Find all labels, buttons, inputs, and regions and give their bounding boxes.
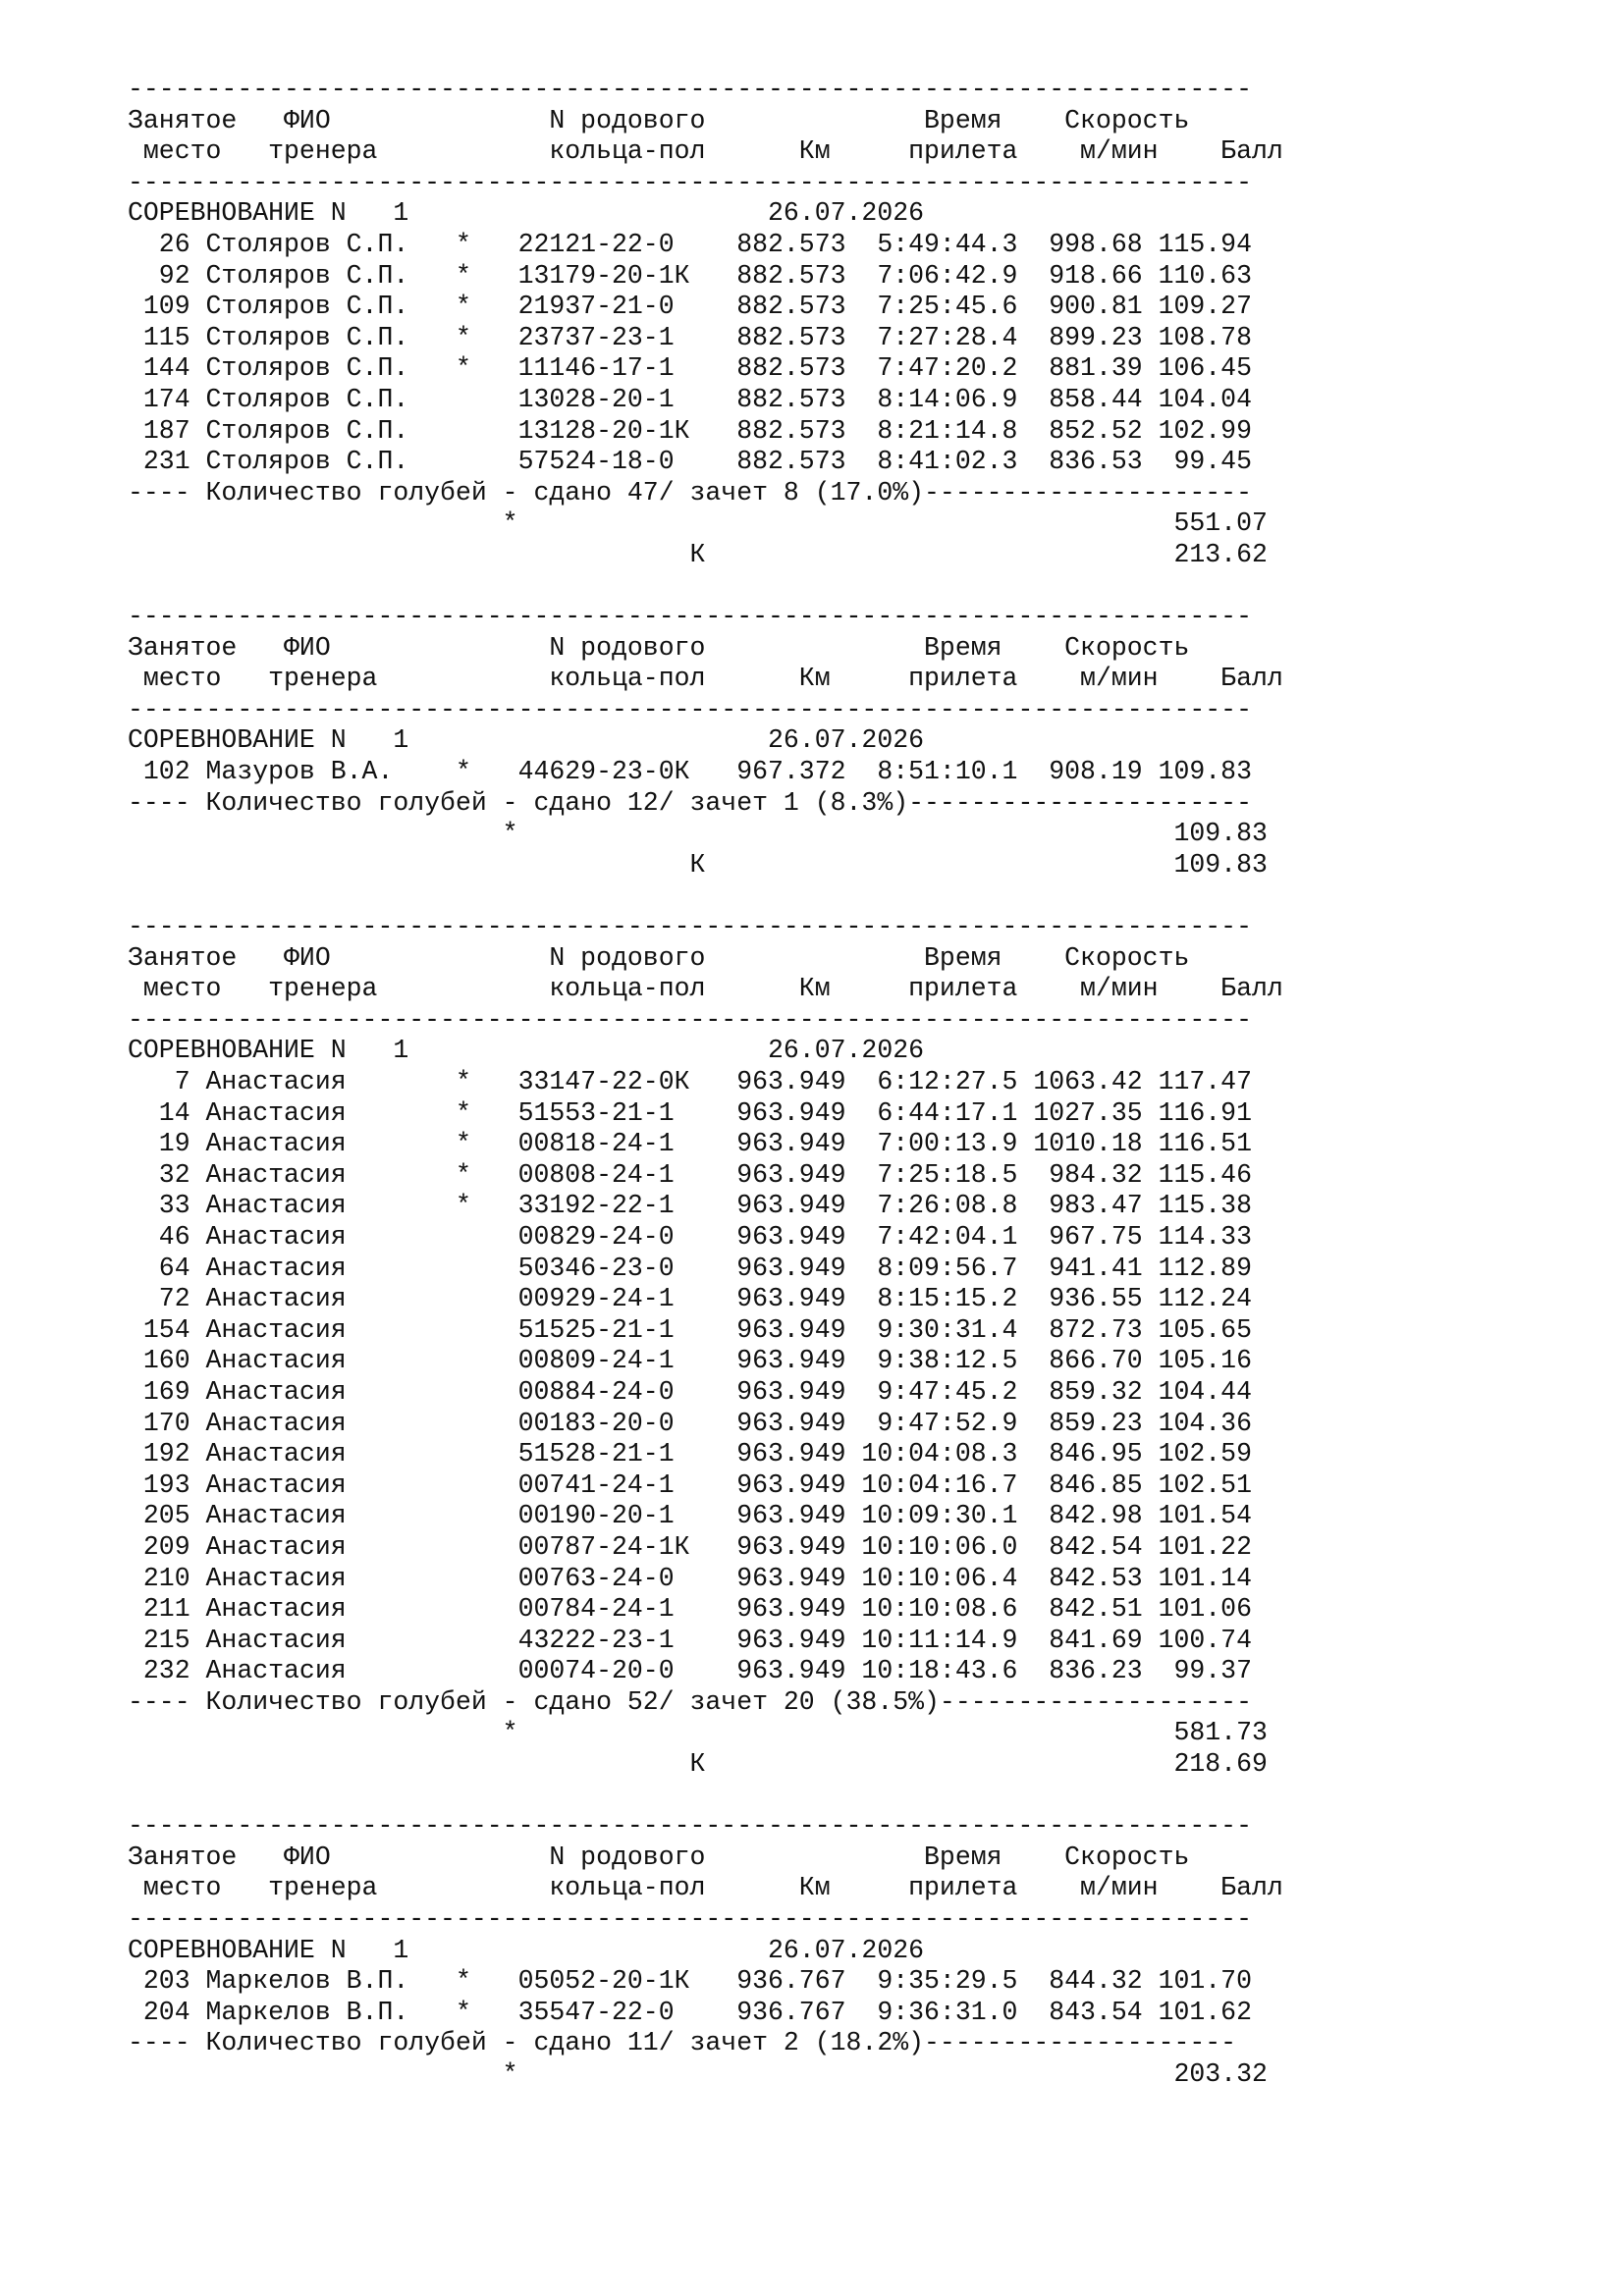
column-header-line-2: место тренера кольца-пол Км прилета м/мин Балл (128, 136, 1283, 167)
result-row: 174 Столяров С.П. 13028-20-1 882.573 8:14:06.9 858.44 104.04 (128, 384, 1252, 414)
k-total-line: К 109.83 (128, 849, 1268, 880)
competition-line: СОРЕВНОВАНИЕ N 1 26.07.2026 (128, 1935, 925, 1965)
result-row: 72 Анастасия 00929-24-1 963.949 8:15:15.2 936.55 112.24 (128, 1284, 1252, 1314)
result-row: 231 Столяров С.П. 57524-18-0 882.573 8:41:02.3 836.53 99.45 (128, 447, 1252, 477)
column-header-line-1: Занятое ФИО N родового Время Скорость (128, 105, 1190, 135)
column-header-line-1: Занятое ФИО N родового Время Скорость (128, 1842, 1190, 1872)
result-row: 203 Маркелов В.П. * 05052-20-1К 936.767 9:35:29.5 844.32 101.70 (128, 1966, 1252, 1997)
star-total-line: * 109.83 (128, 819, 1268, 849)
result-row: 144 Столяров С.П. * 11146-17-1 882.573 7:47:20.2 881.39 106.45 (128, 353, 1252, 384)
result-row: 205 Анастасия 00190-20-1 963.949 10:09:30.1 842.98 101.54 (128, 1501, 1252, 1531)
result-row: 215 Анастасия 43222-23-1 963.949 10:11:14.9 841.69 100.74 (128, 1625, 1252, 1655)
result-row: 109 Столяров С.П. * 21937-21-0 882.573 7:25:45.6 900.81 109.27 (128, 292, 1252, 322)
report-listing (128, 75, 1283, 2091)
column-header-line-1: Занятое ФИО N родового Время Скорость (128, 942, 1190, 973)
competition-line: СОРЕВНОВАНИЕ N 1 26.07.2026 (128, 198, 925, 229)
summary-line: ---- Количество голубей - сдано 11/ зачет 2 (18.2%)-------------------- (128, 2028, 1237, 2058)
result-row: 26 Столяров С.П. * 22121-22-0 882.573 5:49:44.3 998.68 115.94 (128, 229, 1252, 259)
result-row: 32 Анастасия * 00808-24-1 963.949 7:25:18.5 984.32 115.46 (128, 1159, 1252, 1190)
result-row: 169 Анастасия 00884-24-0 963.949 9:47:45.2 859.32 104.44 (128, 1376, 1252, 1407)
result-row: 160 Анастасия 00809-24-1 963.949 9:38:12.5 866.70 105.16 (128, 1346, 1252, 1376)
star-total-line: * 551.07 (128, 508, 1268, 539)
result-row: 211 Анастасия 00784-24-1 963.949 10:10:08.6 842.51 101.06 (128, 1594, 1252, 1625)
column-header-line-2: место тренера кольца-пол Км прилета м/мин Балл (128, 664, 1283, 694)
column-header-line-2: место тренера кольца-пол Км прилета м/мин Балл (128, 1873, 1283, 1903)
result-row: 192 Анастасия 51528-21-1 963.949 10:04:08.3 846.95 102.59 (128, 1439, 1252, 1469)
result-row: 19 Анастасия * 00818-24-1 963.949 7:00:13.9 1010.18 116.51 (128, 1129, 1252, 1159)
result-row: 187 Столяров С.П. 13128-20-1К 882.573 8:21:14.8 852.52 102.99 (128, 415, 1252, 446)
header-rule-bottom: ------------------------------------------------------------------------ (128, 1904, 1252, 1935)
column-header-line-2: место тренера кольца-пол Км прилета м/мин Балл (128, 974, 1283, 1004)
blank-line (128, 881, 1283, 912)
result-row: 170 Анастасия 00183-20-0 963.949 9:47:52.9 859.23 104.36 (128, 1408, 1252, 1438)
result-row: 14 Анастасия * 51553-21-1 963.949 6:44:17.1 1027.35 116.91 (128, 1097, 1252, 1128)
summary-line: ---- Количество голубей - сдано 47/ зачет 8 (17.0%)--------------------- (128, 477, 1252, 507)
star-total-line: * 581.73 (128, 1718, 1268, 1748)
k-total-line: К 218.69 (128, 1749, 1268, 1780)
star-total-line: * 203.32 (128, 2059, 1268, 2089)
result-row: 193 Анастасия 00741-24-1 963.949 10:04:16.7 846.85 102.51 (128, 1469, 1252, 1500)
summary-line: ---- Количество голубей - сдано 12/ зачет 1 (8.3%)---------------------- (128, 787, 1252, 818)
result-row: 33 Анастасия * 33192-22-1 963.949 7:26:08.8 983.47 115.38 (128, 1191, 1252, 1221)
result-row: 115 Столяров С.П. * 23737-23-1 882.573 7:27:28.4 899.23 108.78 (128, 322, 1252, 352)
result-row: 210 Анастасия 00763-24-0 963.949 10:10:06.4 842.53 101.14 (128, 1563, 1252, 1593)
blank-line (128, 1781, 1283, 1812)
result-row: 64 Анастасия 50346-23-0 963.949 8:09:56.7 941.41 112.89 (128, 1253, 1252, 1283)
header-rule-bottom: ------------------------------------------------------------------------ (128, 167, 1252, 197)
result-row: 102 Мазуров В.А. * 44629-23-0К 967.372 8:51:10.1 908.19 109.83 (128, 757, 1252, 787)
result-row: 46 Анастасия 00829-24-0 963.949 7:42:04.1 967.75 114.33 (128, 1221, 1252, 1252)
result-row: 92 Столяров С.П. * 13179-20-1К 882.573 7:06:42.9 918.66 110.63 (128, 260, 1252, 291)
header-rule-top: ------------------------------------------------------------------------ (128, 1811, 1252, 1842)
header-rule-top: ------------------------------------------------------------------------ (128, 75, 1252, 104)
k-total-line: К 213.62 (128, 539, 1268, 569)
result-row: 232 Анастасия 00074-20-0 963.949 10:18:43.6 836.23 99.37 (128, 1656, 1252, 1686)
competition-line: СОРЕВНОВАНИЕ N 1 26.07.2026 (128, 1036, 925, 1066)
column-header-line-1: Занятое ФИО N родового Время Скорость (128, 632, 1190, 663)
header-rule-bottom: ------------------------------------------------------------------------ (128, 694, 1252, 724)
result-row: 209 Анастасия 00787-24-1К 963.949 10:10:06.0 842.54 101.22 (128, 1531, 1252, 1562)
summary-line: ---- Количество голубей - сдано 52/ зачет 20 (38.5%)-------------------- (128, 1686, 1252, 1717)
header-rule-bottom: ------------------------------------------------------------------------ (128, 1004, 1252, 1035)
blank-line (128, 571, 1283, 603)
competition-line: СОРЕВНОВАНИЕ N 1 26.07.2026 (128, 725, 925, 756)
result-row: 204 Маркелов В.П. * 35547-22-0 936.767 9:36:31.0 843.54 101.62 (128, 1997, 1252, 2027)
result-row: 154 Анастасия 51525-21-1 963.949 9:30:31.4 872.73 105.65 (128, 1314, 1252, 1345)
header-rule-top: ------------------------------------------------------------------------ (128, 602, 1252, 632)
result-row: 7 Анастасия * 33147-22-0К 963.949 6:12:27.5 1063.42 117.47 (128, 1067, 1252, 1096)
header-rule-top: ------------------------------------------------------------------------ (128, 912, 1252, 942)
